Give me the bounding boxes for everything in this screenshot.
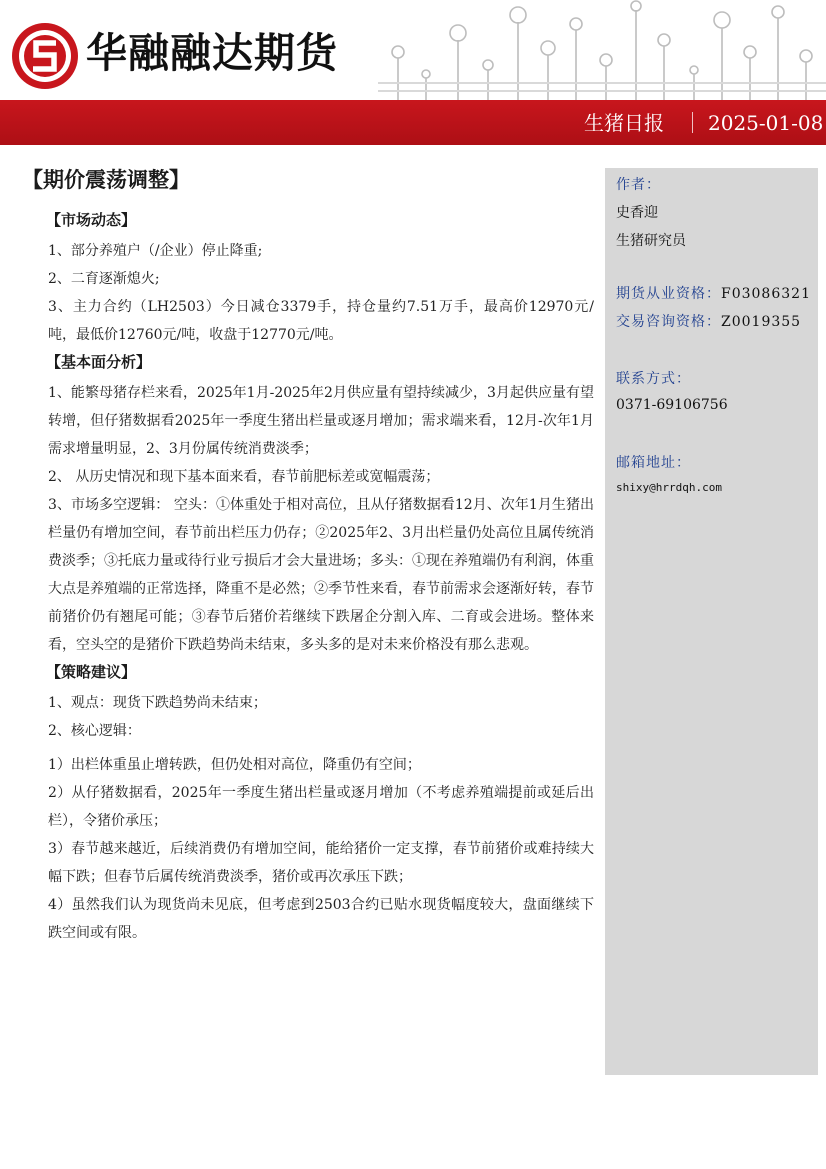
report-body	[22, 163, 594, 947]
fundamental-item: 2、 从历史情况和现下基本面来看，春节前肥标差或宽幅震荡；	[48, 469, 440, 485]
advisory-qual-value: Z0019355	[721, 314, 802, 330]
fundamental-item: 1、能繁母猪存栏来看，2025年1月-2025年2月供应量有望持续减少，3月起供应量有望转增，但仔猪数据看2025年一季度生猪出栏量或逐月增加；需求端来看，12月-次年1月需求增量明显，2、3月份属传统消费淡季；	[48, 385, 594, 457]
author-name: 史香迎	[616, 205, 658, 221]
fundamental-item: 3、市场多空逻辑： 空头：①体重处于相对高位，且从仔猪数据看12月、次年1月生猪出栏量仍有增加空间，春节前出栏压力仍存；②2025年2、3月出栏量仍处高位且属传统消费淡季；③托底力量或待行业亏损后才会大量进场；多头：①现在养殖端仍有利润，体重大点是养殖端的正常选择，降重不是必然；②季节性来看，春节前需求会逐渐好转，春节前猪价仍有翘尾可能；③春节后猪价若继续下跌屠企分割入库、二育或会进场。整体来看，空头空的是猪价下跌趋势尚未结束，多头多的是对未来价格没有那么悲观。	[48, 497, 594, 653]
contact-phone: 0371-69106756	[616, 397, 728, 413]
contact-label: 联系方式：	[616, 371, 691, 387]
logic-item: 3）春节越来越近，后续消费仍有增加空间，能给猪价一定支撑，春节前猪价或难持续大幅下跌；但春节后属传统消费淡季，猪价或再次承压下跌；	[48, 841, 594, 885]
company-name: 华融融达期货	[86, 29, 338, 77]
market-item: 1、部分养殖户（/企业）停止降重;	[48, 243, 263, 259]
section-heading-market: 【市场动态】	[46, 211, 137, 229]
report-title: 生猪日报	[584, 111, 664, 135]
header-decoration	[378, 0, 826, 100]
header-divider	[692, 112, 693, 133]
logic-item: 2）从仔猪数据看，2025年一季度生猪出栏量或逐月增加（不考虑养殖端提前或延后出栏），令猪价承压；	[48, 785, 594, 829]
report-date: 2025-01-08	[708, 111, 824, 135]
logic-item: 1）出栏体重虽止增转跌，但仍处相对高位，降重仍有空间；	[48, 757, 421, 773]
email-address[interactable]: shixy@hrrdqh.com	[616, 481, 722, 494]
futures-qual-value: F03086321	[721, 286, 811, 302]
author-sidebar	[605, 168, 818, 1075]
section-heading-strategy: 【策略建议】	[46, 663, 137, 681]
strategy-item: 2、核心逻辑：	[48, 723, 141, 739]
company-logo-icon	[10, 21, 80, 91]
market-item: 2、二育逐渐熄火;	[48, 271, 160, 287]
advisory-qual-label: 交易咨询资格：	[616, 314, 721, 330]
report-headline: 【期价震荡调整】	[22, 167, 190, 192]
futures-qualification	[616, 283, 811, 303]
header-red-bar	[0, 100, 826, 145]
market-item: 3、主力合约（LH2503）今日减仓3379手，持仓量约7.51万手，最高价12970元/吨，最低价12760元/吨，收盘于12770元/吨。	[48, 299, 594, 343]
advisory-qualification	[616, 311, 801, 331]
futures-qual-label: 期货从业资格：	[616, 286, 721, 302]
author-label: 作者：	[616, 177, 661, 193]
email-label: 邮箱地址：	[616, 455, 691, 471]
logic-item: 4）虽然我们认为现货尚未见底，但考虑到2503合约已贴水现货幅度较大，盘面继续下跌空间或有限。	[48, 897, 594, 941]
report-header	[0, 0, 826, 100]
strategy-item: 1、观点：现货下跌趋势尚未结束；	[48, 695, 267, 711]
author-title: 生猪研究员	[616, 233, 686, 249]
section-heading-fundamental: 【基本面分析】	[46, 353, 152, 371]
